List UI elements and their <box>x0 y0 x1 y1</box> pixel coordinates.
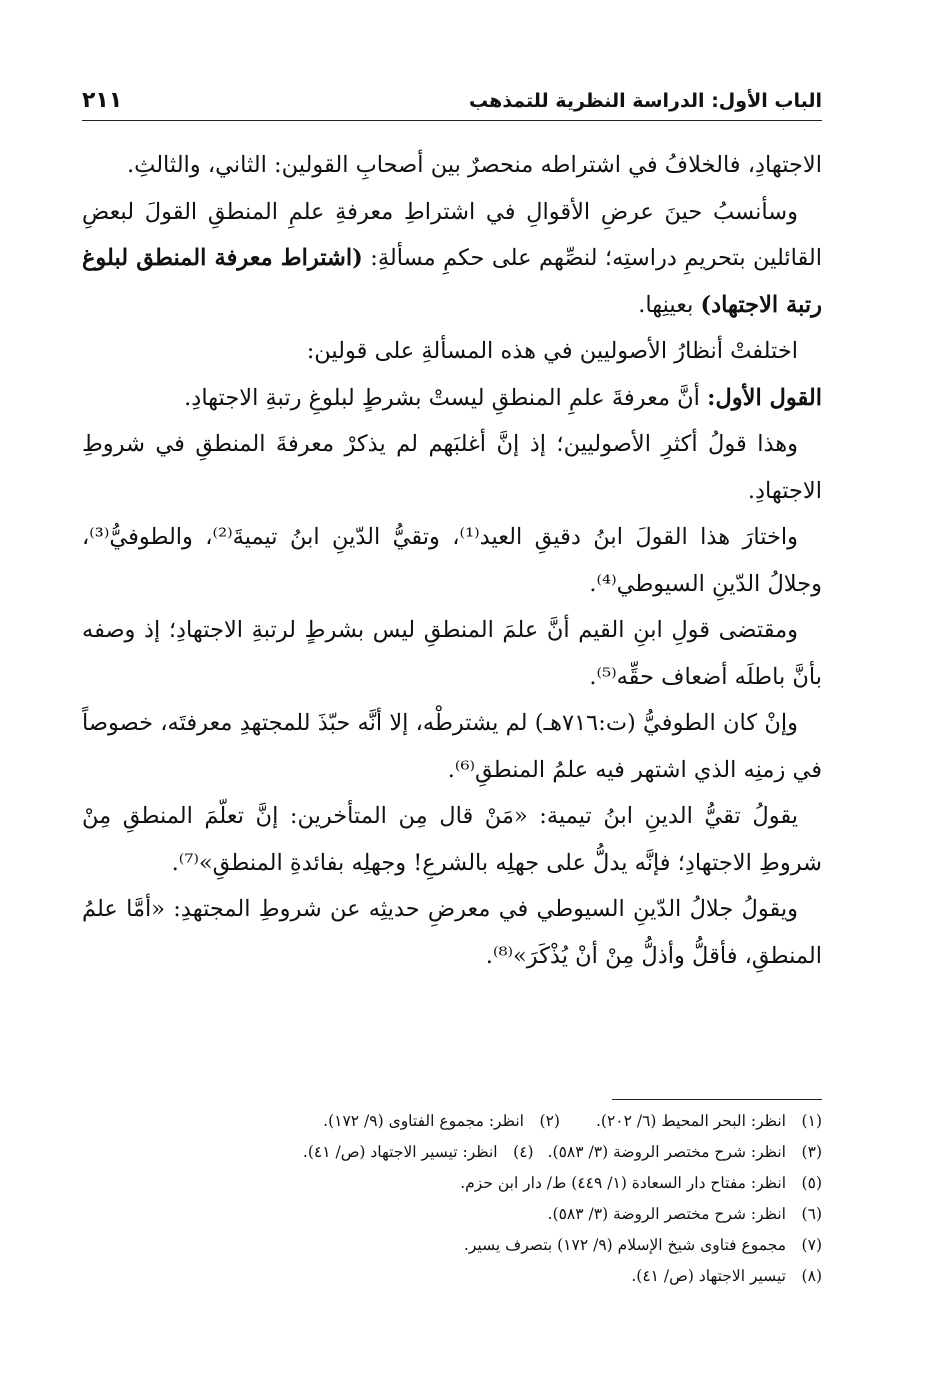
paragraph-7: ومقتضى قولِ ابنِ القيم أنَّ علمَ المنطقِ ليس بشرطٍ لرتبةِ الاجتهادِ؛ إذ وصفه بأنَّ باطلَه أضعاف حقِّه⁽⁵⁾. <box>82 617 822 690</box>
paragraph-4-text: أنَّ معرفةَ علمِ المنطقِ ليستْ بشرطٍ لبلوغِ رتبةِ الاجتهادِ. <box>184 384 708 411</box>
footnote-text: انظر: تيسير الاجتهاد (ص/ ٤١). <box>302 1143 498 1161</box>
footnote-text: انظر: البحر المحيط (٦/ ٢٠٢). <box>595 1112 786 1130</box>
paragraph-6: واختارَ هذا القولَ ابنُ دقيقِ العيد⁽¹⁾، وتقيُّ الدّينِ ابنُ تيميةَ⁽²⁾، والطوفيُّ⁽³⁾، وجلالُ الدّينِ السيوطي⁽⁴⁾. <box>82 524 822 597</box>
footnote-text: مجموع فتاوى شيخ الإسلام (٩/ ١٧٢) بتصرف يسير. <box>463 1236 786 1254</box>
footnote-line <box>82 1230 822 1261</box>
main-text <box>82 142 822 979</box>
paragraph-5: وهذا قولُ أكثرِ الأصوليين؛ إذ إنَّ أغلبَهم لم يذكرْ معرفةَ المنطقِ في شروطِ الاجتهادِ. <box>82 431 822 504</box>
footnote-number: (٤) <box>513 1143 534 1161</box>
footnote-number: (٢) <box>539 1112 560 1130</box>
page-header <box>82 86 822 121</box>
footnote-line <box>82 1106 822 1137</box>
paragraph-10: ويقولُ جلالُ الدّينِ السيوطي في معرضِ حديثِه عن شروطِ المجتهدِ: «أمَّا علمُ المنطقِ، فأقلُّ وأذلُّ مِنْ أنْ يُذْكَرَ»⁽⁸⁾. <box>82 896 822 969</box>
footnote-number: (٦) <box>801 1205 822 1223</box>
paragraph-4 <box>82 375 822 422</box>
paragraph-1: الاجتهادِ، فالخلافُ في اشتراطه منحصرٌ بين أصحابِ القولين: الثاني، والثالثِ. <box>126 152 822 178</box>
footnote-text: انظر: شرح مختصر الروضة (٣/ ٥٨٣). <box>547 1205 786 1223</box>
paragraph-3: اختلفتْ أنظارُ الأصوليين في هذه المسألةِ على قولين: <box>306 338 798 364</box>
paragraph-2-text: وسأنسبُ حينَ عرضِ الأقوالِ في اشتراطِ معرفةِ علمِ المنطقِ القولَ لبعضِ القائلين بتحريمِ دراستِه؛ لنصِّهم على حكمِ مسألةِ: <box>82 198 822 271</box>
footnote-text: تيسير الاجتهاد (ص/ ٤١). <box>631 1267 786 1285</box>
paragraph-2 <box>82 189 822 329</box>
footnote-line <box>82 1137 822 1168</box>
footnote-divider <box>612 1099 822 1100</box>
page-number: ٢١١ <box>82 88 123 113</box>
footnote-line <box>82 1168 822 1199</box>
footnote-number: (٣) <box>801 1143 822 1161</box>
footnote-text: انظر: مجموع الفتاوى (٩/ ١٧٢). <box>323 1112 524 1130</box>
footnote-line <box>82 1261 822 1292</box>
footnote-number: (١) <box>801 1112 822 1130</box>
footnote-number: (٥) <box>801 1174 822 1192</box>
paragraph-9: يقولُ تقيُّ الدينِ ابنُ تيمية: «مَنْ قال مِن المتأخرين: إنَّ تعلّمَ المنطقِ مِنْ شروطِ الاجتهادِ؛ فإنَّه يدلُّ على جهلِه بالشرعِ! وجهلِه بفائدةِ المنطقِ»⁽⁷⁾. <box>82 803 822 876</box>
first-opinion-heading: القول الأول: <box>707 384 822 411</box>
footnote-number: (٧) <box>801 1236 822 1254</box>
footnote-number: (٨) <box>801 1267 822 1285</box>
paragraph-2-bold: (اشتراط معرفة المنطق لبلوغ رتبة الاجتهاد) <box>82 245 822 318</box>
paragraph-2-tail: بعينِها. <box>638 291 701 318</box>
footnotes <box>82 1106 822 1292</box>
footnote-text: انظر: مفتاح دار السعادة (١/ ٤٤٩) ط/ دار ابن حزم. <box>460 1174 786 1192</box>
paragraph-8: وإنْ كان الطوفيُّ (ت:٧١٦هـ) لم يشترطْه، إلا أنَّه حبّذَ للمجتهدِ معرفتَه، خصوصاً في زمنِه الذي اشتهر فيه علمُ المنطقِ⁽⁶⁾. <box>82 710 822 783</box>
footnote-text: انظر: شرح مختصر الروضة (٣/ ٥٨٣). <box>547 1143 786 1161</box>
running-head: الباب الأول: الدراسة النظرية للتمذهب <box>469 90 822 112</box>
footnote-line <box>82 1199 822 1230</box>
